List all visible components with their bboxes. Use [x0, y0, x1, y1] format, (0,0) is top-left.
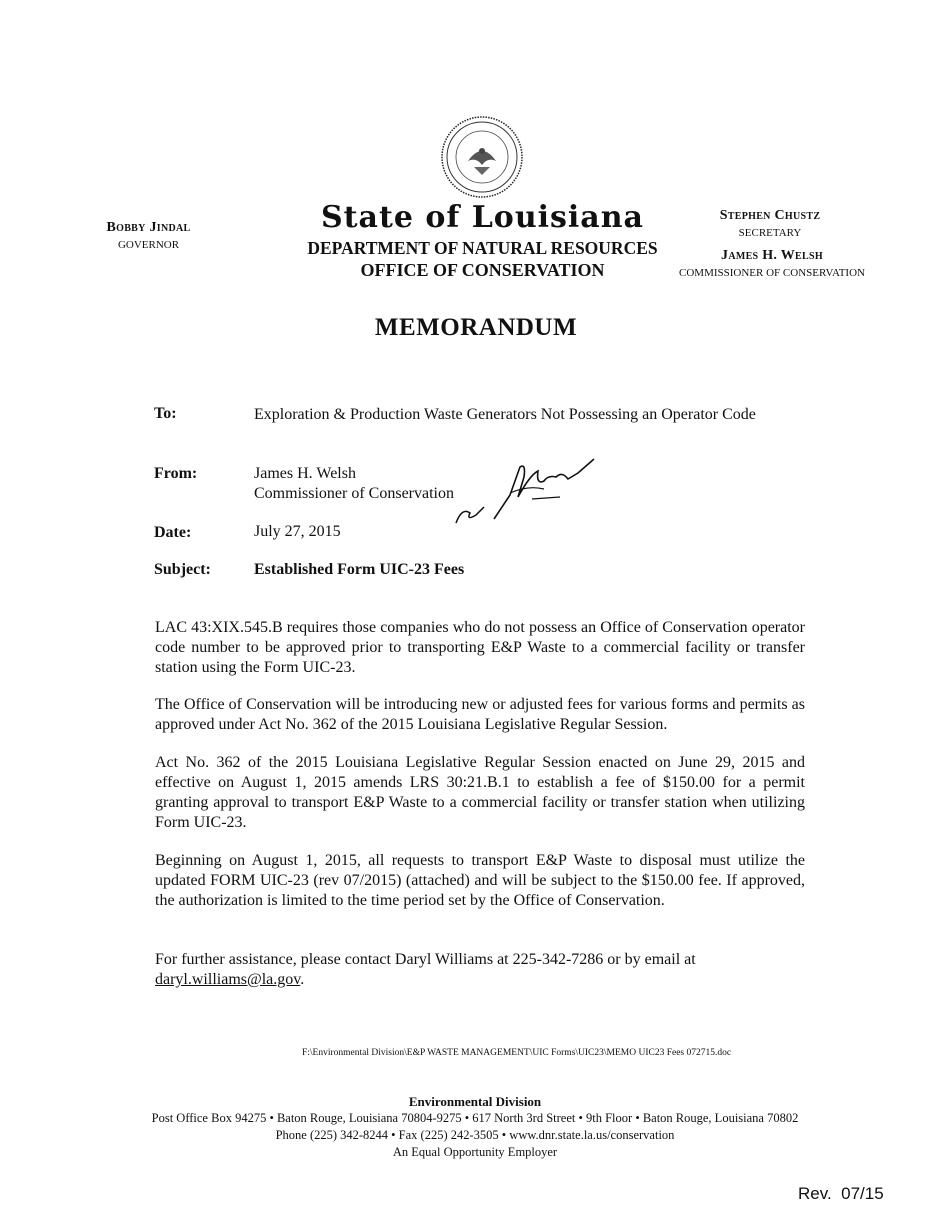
signature-icon — [448, 455, 598, 530]
department-name: DEPARTMENT OF NATURAL RESOURCES — [307, 238, 658, 258]
commissioner-name: James H. Welsh — [721, 248, 823, 263]
governor-name: Bobby Jindal — [106, 220, 191, 235]
subject-value: Established Form UIC-23 Fees — [254, 561, 465, 578]
date-label: Date: — [154, 524, 192, 541]
file-path: F:\Environmental Division\E&P WASTE MANAGEMENT\UIC Forms\UIC23\MEMO UIC23 Fees 072715.doc — [302, 1048, 732, 1058]
date-value: July 27, 2015 — [254, 523, 341, 540]
footer-title: Environmental Division — [408, 1094, 542, 1109]
revision-label: Rev. 07/15 — [798, 1184, 884, 1203]
from-name: James H. Welsh — [254, 465, 356, 482]
commissioner-title: COMMISSIONER OF CONSERVATION — [679, 267, 865, 279]
from-label: From: — [154, 465, 198, 482]
footer — [110, 1093, 840, 1161]
footer-address: Post Office Box 94275 • Baton Rouge, Louisiana 70804-9275 • 617 North 3rd Street • 9th Floor • Baton Rouge, Louisiana 70802 — [151, 1111, 799, 1125]
paragraph-5 — [155, 950, 805, 990]
footer-contact: Phone (225) 342-8244 • Fax (225) 242-3505 • www.dnr.state.la.us/conservation — [275, 1128, 675, 1142]
to-value: Exploration & Production Waste Generators Not Possessing an Operator Code — [254, 406, 756, 423]
from-title: Commissioner of Conservation — [254, 485, 454, 502]
secretary-title: SECRETARY — [738, 227, 802, 239]
contact-end: . — [300, 971, 305, 988]
state-seal-icon — [440, 115, 524, 199]
memo-title: MEMORANDUM — [374, 314, 578, 341]
contact-text: For further assistance, please contact Daryl Williams at 225-342-7286 or by email at — [155, 951, 696, 968]
paragraph-2: The Office of Conservation will be introducing new or adjusted fees for various forms and permits as approved under Act No. 362 of the 2015 Louisiana Legislative Regular Session. — [155, 696, 805, 733]
footer-eoe: An Equal Opportunity Employer — [392, 1145, 558, 1159]
to-label: To: — [154, 405, 177, 422]
secretary-name: Stephen Chustz — [719, 208, 821, 223]
paragraph-3: Act No. 362 of the 2015 Louisiana Legislative Regular Session enacted on June 29, 2015 and effective on August 1, 2015 amends LRS 30:21.B.1 to establish a fee of $150.00 for a permit granting approval to transport E&P Waste to a commercial facility or transfer station when utilizing Form UIC-23. — [155, 754, 805, 831]
subject-label: Subject: — [154, 561, 211, 578]
contact-email-link[interactable]: daryl.williams@la.gov — [155, 971, 301, 988]
office-name: OFFICE OF CONSERVATION — [360, 260, 605, 280]
paragraph-1: LAC 43:XIX.545.B requires those companies who do not possess an Office of Conservation operator code number to be approved prior to transporting E&P Waste to a commercial facility or transfer station using the Form UIC-23. — [155, 619, 805, 676]
state-title: State of Louisiana — [321, 200, 644, 235]
governor-title: GOVERNOR — [117, 239, 180, 251]
paragraph-4: Beginning on August 1, 2015, all requests to transport E&P Waste to disposal must utilize the updated FORM UIC-23 (rev 07/2015) (attached) and will be subject to the $150.00 fee. If approved, the authorization is limited to the time period set by the Office of Conservation. — [155, 852, 805, 909]
